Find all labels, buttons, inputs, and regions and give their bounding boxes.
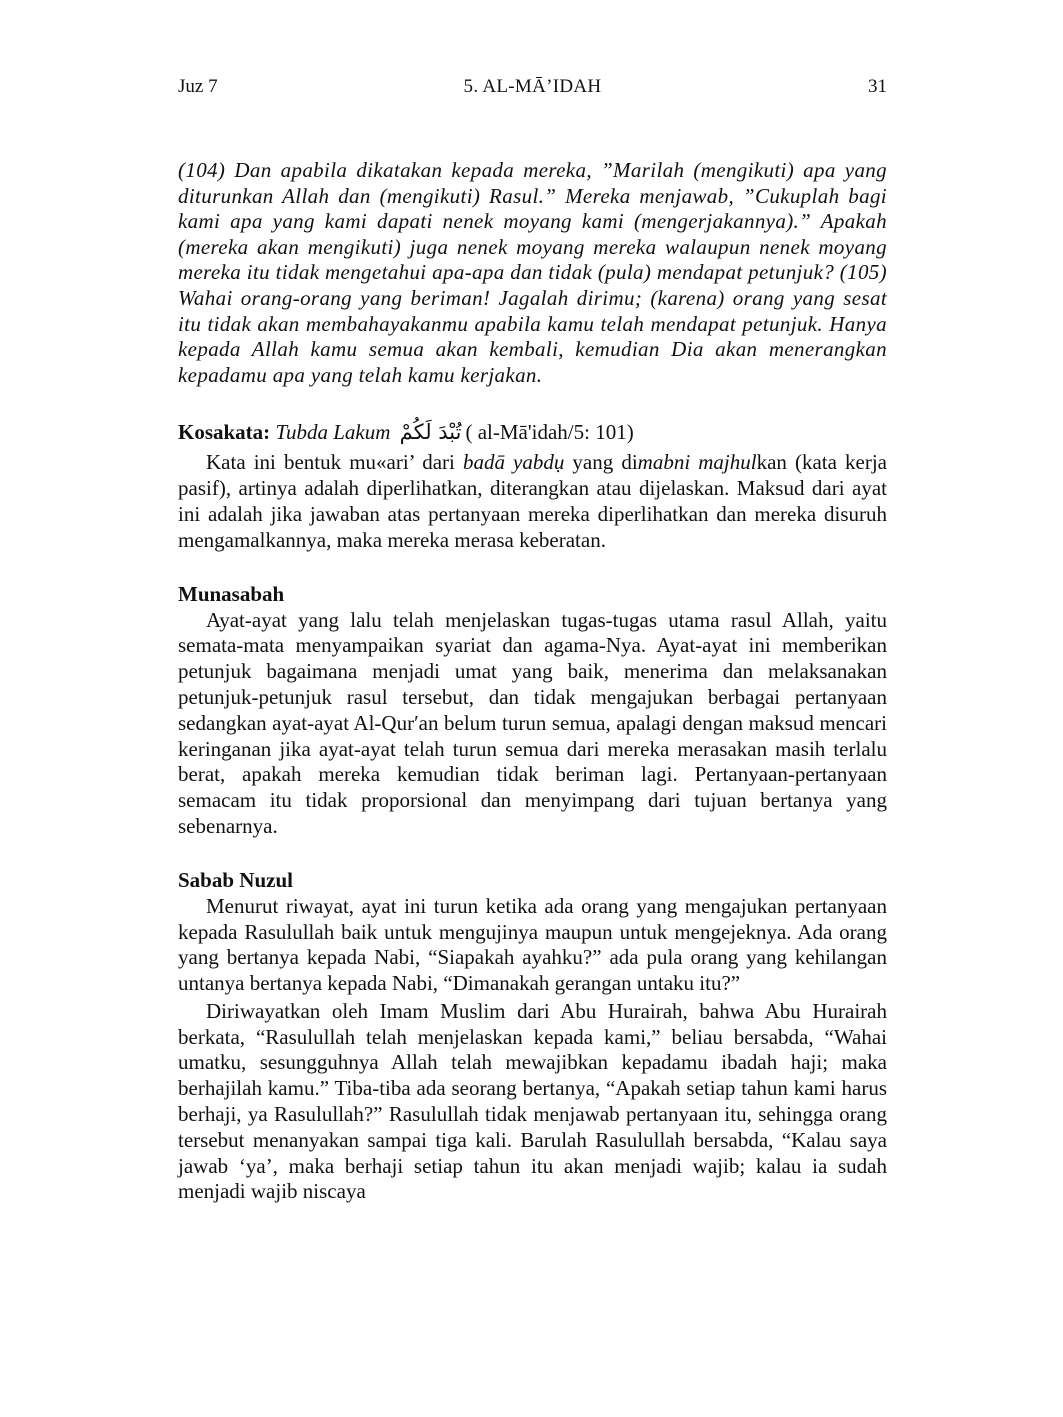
munasabah-text: Ayat-ayat yang lalu telah menjelaskan tugas-tugas utama rasul Allah, yaitu semata-mata menyampaikan syariat dan agama-Nya. Ayat-ayat ini memberikan petunjuk bagaimana menjadi umat yang baik, menerima dan melaksanakan petunjuk-petunjuk rasul tersebut, dan tidak mengajukan berbagai pertanyaan sedangkan ayat-ayat Al-Qur′an belum turun semua, apalagi dengan maksud mencari keringanan jika ayat-ayat telah turun semua dari mereka merasakan masih terlalu berat, apakah mereka kemudian tidak beriman lagi. Pertanyaan-pertanyaan semacam itu tidak proporsional dan menyimpang dari tujuan bertanya yang sebenarnya. [178,607,887,838]
kosakata-text-3: kan (kata kerja pasif), artinya adalah diperlihatkan, diterangkan atau dijelaskan. Maksud dari ayat ini adalah jika jawaban atas pertanyaan mereka diperlihatkan dan mereka disuruh mengamalkannya, maka mereka merasa keberatan. [178,450,887,552]
kosakata-explanation [178,450,887,553]
sabab-nuzul-heading: Sabab Nuzul [178,867,293,892]
verse-translation: (104) Dan apabila dikatakan kepada mereka, ”Marilah (mengikuti) apa yang diturunkan Allah dan (mengikuti) Rasul.” Mereka menjawab, ”Cukuplah bagi kami apa yang kami dapati nenek moyang kami (mengerjakannya).” Apakah (mereka akan mengikuti) juga nenek moyang mereka walaupun nenek moyang mereka itu tidak mengetahui apa-apa dan tidak (pula) mendapat petunjuk? (105) Wahai orang-orang yang beriman! Jagalah dirimu; (karena) orang yang sesat itu tidak akan membahayakanmu apabila kamu telah mendapat petunjuk. Hanya kepada Allah kamu semua akan kembali, kemudian Dia akan menerangkan kepadamu apa yang telah kamu kerjakan. [178,158,887,387]
kosakata-reference: ( al-Mā'idah/5: 101) [465,420,634,445]
page-header [178,72,887,102]
juz-label: Juz 7 [178,76,218,97]
kosakata-arabic: تُبْدَ لَكُمْ [399,420,462,445]
kosakata-heading-line [178,418,887,446]
kosakata-label: Kosakata: [178,420,271,445]
chapter-title: 5. AL-MĀ’IDAH [463,76,602,97]
kosakata-italic-1: badā yabdụ [462,450,565,475]
sabab-nuzul-paragraph-1: Menurut riwayat, ayat ini turun ketika ada orang yang mengajukan pertanyaan kepada Rasulullah baik untuk mengujinya maupun untuk mengejeknya. Ada orang yang bertanya kepada Nabi, “Siapakah ayahku?” ada pula orang yang kehilangan untanya bertanya kepada Nabi, “Dimanakah gerangan untaku itu?” [178,893,887,996]
kosakata-text-2: yang di [572,450,638,475]
sabab-nuzul-paragraph-2: Diriwayatkan oleh Imam Muslim dari Abu Hurairah, bahwa Abu Hurairah berkata, “Rasulullah telah menjelaskan kepada kami,” beliau bersabda, “Wahai umatku, sesungguhnya Allah telah mewajibkan kepadamu ibadah haji; maka berhajilah kamu.” Tiba-tiba ada seorang bertanya, “Apakah setiap tahun kami harus berhaji, ya Rasulullah?” Rasulullah tidak menjawab pertanyaan itu, sehingga orang tersebut menanyakan sampai tiga kali. Barulah Rasulullah bersabda, “Kalau saya jawab ‘ya’, maka berhaji setiap tahun itu akan menjadi wajib; kalau ia sudah menjadi wajib niscaya [178,998,887,1204]
kosakata-italic-2: mabni majhul [637,450,757,475]
kosakata-term: Tubda Lakum [275,420,391,445]
page-number: 31 [868,76,887,97]
munasabah-heading: Munasabah [178,581,285,606]
page [178,72,887,1205]
kosakata-text-1: Kata ini bentuk mu«ari’ dari [206,450,455,475]
